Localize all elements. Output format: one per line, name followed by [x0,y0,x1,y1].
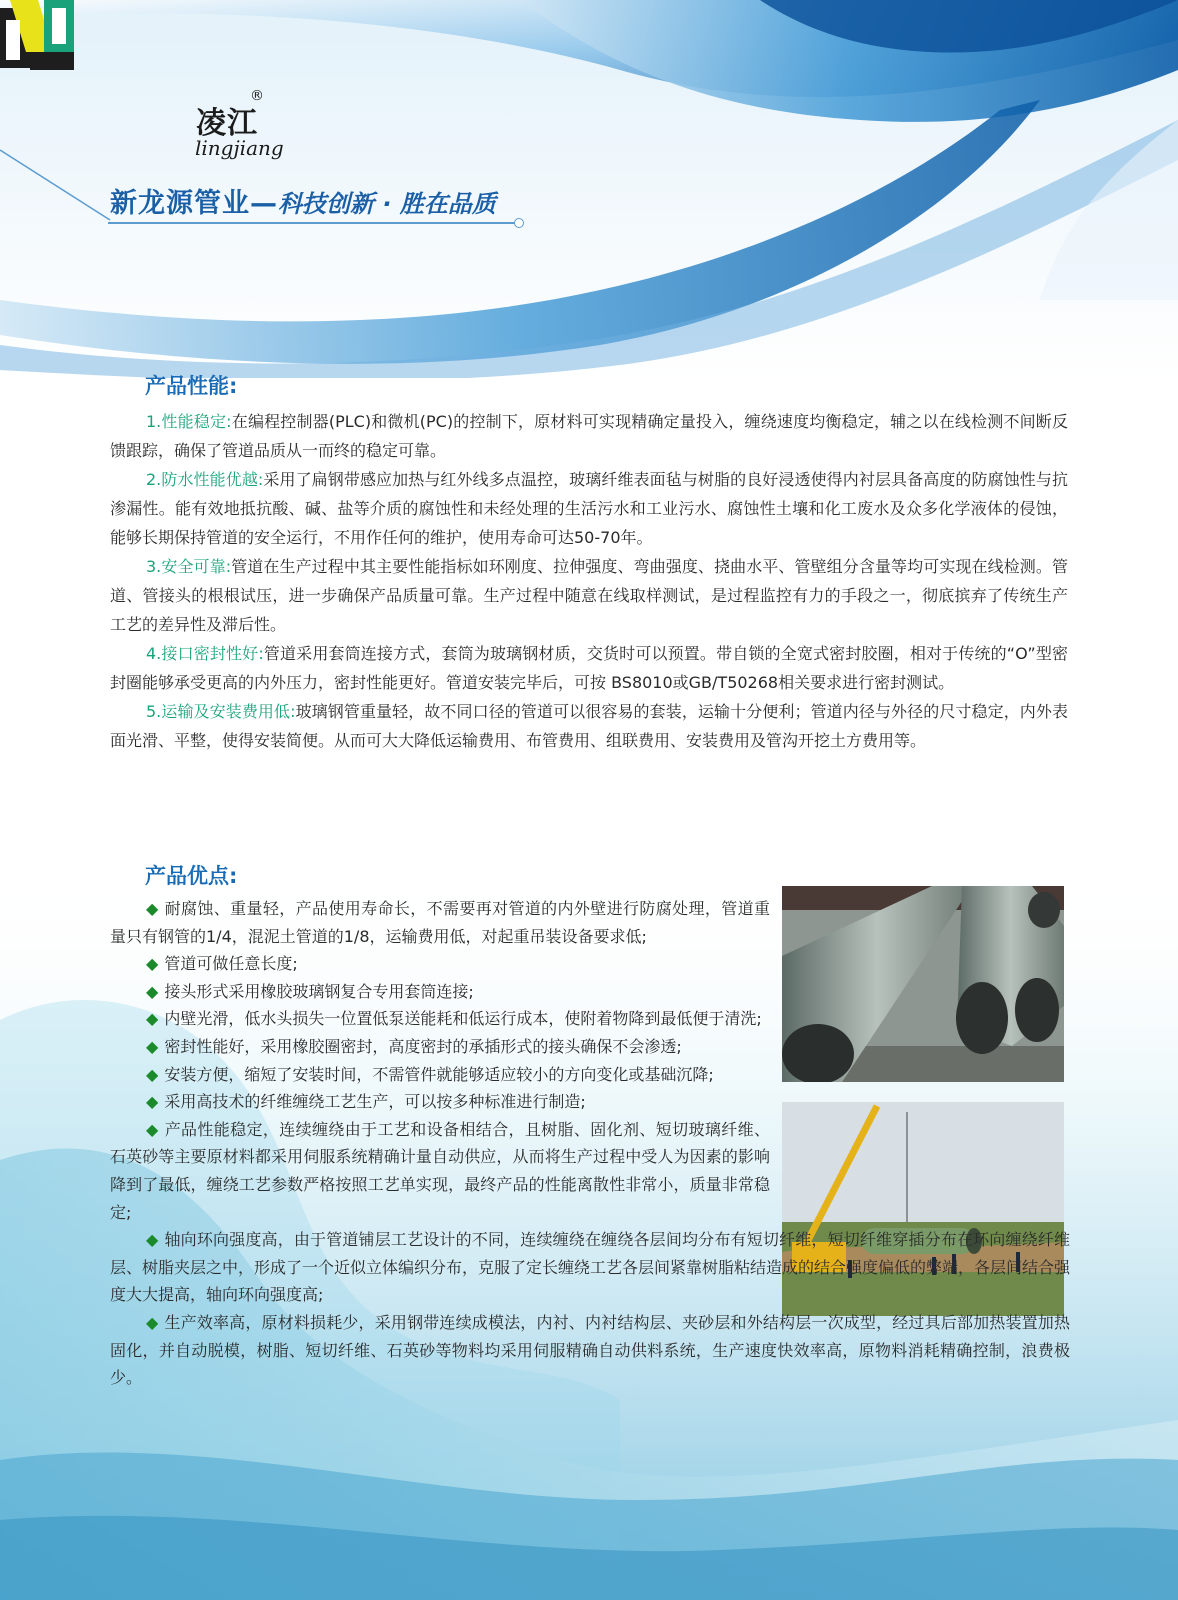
performance-list [110,407,1068,755]
advantage-item-text: 采用高技术的纤维缠绕工艺生产，可以按多种标准进行制造; [164,1092,586,1112]
advantage-item [110,1033,770,1061]
logo-icon [0,0,74,70]
slogan-underline-dot [514,218,524,228]
bullet-diamond-icon: ◆ [146,1064,159,1084]
performance-item-lead: 4.接口密封性好: [146,644,264,663]
performance-item [110,697,1068,755]
advantage-item [110,1116,770,1226]
advantages-title: 产品优点: [145,864,238,888]
performance-item-text: 管道采用套筒连接方式，套筒为玻璃钢材质，交货时可以预置。带自锁的全宽式密封胶圈，相对于传统的“O”型密封圈能够承受更高的内外压力，密封性能更好。管道安装完毕后，可按 BS8010或GB/T50268相关要求进行密封测试。 [110,644,1068,692]
performance-item-lead: 3.安全可靠: [146,557,232,576]
performance-item-text: 玻璃钢管重量轻，故不同口径的管道可以很容易的套装，运输十分便利；管道内径与外径的尺寸稳定，内外表面光滑、平整，使得安装简便。从而可大大降低运输费用、布管费用、组联费用、安装费用及管沟开挖土方费用等。 [110,702,1068,750]
bullet-diamond-icon: ◆ [146,899,159,918]
performance-item-lead: 5.运输及安装费用低: [146,702,296,721]
slogan-underline [108,222,520,224]
performance-title: 产品性能: [145,374,238,398]
advantage-item [110,895,770,950]
bullet-diamond-icon: ◆ [146,1009,159,1029]
bullet-diamond-icon: ◆ [146,1312,159,1332]
registered-mark: ® [250,88,264,104]
slogan [110,181,496,220]
performance-item-text: 管道在生产过程中其主要性能指标如环刚度、拉伸强度、弯曲强度、挠曲水平、管壁组分含量等均可实现在线检测。管道、管接头的根根试压，进一步确保产品质量可靠。生产过程中随意在线取样测试，是过程监控有力的手段之一，彻底摈弃了传统生产工艺的差异性及滞后性。 [110,557,1068,634]
advantage-item-text: 轴向环向强度高，由于管道铺层工艺设计的不同，连续缠绕在缠绕各层间均分布有短切纤维，短切纤维穿插分布在环向缠绕纤维层、树脂夹层之中，形成了一个近似立体编织分布，克服了定长缠绕工艺各层间紧靠树脂粘结造成的结合强度偏低的弊端，各层间结合强度大大提高，轴向环向强度高; [110,1230,1071,1305]
bullet-diamond-icon: ◆ [146,1092,159,1112]
advantage-item [110,1005,770,1033]
advantage-item [110,978,770,1006]
header-banner [0,0,1178,378]
advantage-item-text: 生产效率高，原材料损耗少，采用钢带连续成模法，内衬、内衬结构层、夹砂层和外结构层一次成型，经过具后部加热装置加热固化，并自动脱模，树脂、短切纤维、石英砂等物料均采用伺服精确自动供料系统，生产速度快效率高，原物料消耗精确控制，浪费极少。 [110,1312,1070,1388]
advantage-item [110,1309,1070,1392]
performance-item [110,639,1068,697]
advantage-item [110,950,770,978]
performance-item [110,465,1068,552]
slogan-main: 新龙源管业 [110,188,250,219]
bullet-diamond-icon: ◆ [146,981,159,1001]
brand-name-en: lingjiang [195,136,284,160]
advantage-item-text: 管道可做任意长度; [164,954,298,974]
bullet-diamond-icon: ◆ [146,1230,159,1250]
advantage-item-text: 接头形式采用橡胶玻璃钢复合专用套筒连接; [164,981,474,1001]
advantages-list [110,895,1070,1392]
advantage-item-text: 耐腐蚀、重量轻，产品使用寿命长，不需要再对管道的内外壁进行防腐处理，管道重量只有钢管的1/4，混泥土管道的1/8，运输费用低，对起重吊装设备要求低; [110,899,770,946]
advantage-item-text: 内壁光滑，低水头损失一位置低泵送能耗和低运行成本，使附着物降到最低便于清洗; [164,1009,762,1029]
advantage-item [110,1088,770,1116]
advantage-item-text: 安装方便，缩短了安装时间，不需管件就能够适应较小的方向变化或基础沉降; [164,1064,714,1084]
advantage-item-text: 产品性能稳定，连续缠绕由于工艺和设备相结合，且树脂、固化剂、短切玻璃纤维、石英砂等主要原材料都采用伺服系统精确计量自动供应，从而将生产过程中受人为因素的影响降到了最低，缠绕工艺参数严格按照工艺单实现，最终产品的性能离散性非常小，质量非常稳定; [110,1119,770,1222]
advantage-item [110,1226,1070,1309]
slogan-sub: 科技创新 · 胜在品质 [278,190,496,218]
performance-item-lead: 1.性能稳定: [146,412,232,431]
advantage-item [110,1061,770,1089]
bullet-diamond-icon: ◆ [146,1119,159,1139]
performance-item [110,552,1068,639]
performance-item-text: 在编程控制器(PLC)和微机(PC)的控制下，原材料可实现精确定量投入，缠绕速度均衡稳定，辅之以在线检测不间断反馈跟踪，确保了管道品质从一而终的稳定可靠。 [110,412,1068,460]
performance-item-text: 采用了扁钢带感应加热与红外线多点温控，玻璃纤维表面毡与树脂的良好浸透使得内衬层具备高度的防腐蚀性与抗渗漏性。能有效地抵抗酸、碱、盐等介质的腐蚀性和未经处理的生活污水和工业污水、腐蚀性土壤和化工废水及众多化学液体的侵蚀，能够长期保持管道的安全运行，不用作任何的维护，使用寿命可达50-70年。 [110,470,1068,547]
performance-item-lead: 2.防水性能优越: [146,470,264,489]
slogan-dash: — [250,188,278,219]
brand-name-cn: 凌江 [196,106,258,141]
performance-item [110,407,1068,465]
bullet-diamond-icon: ◆ [146,954,159,974]
bullet-diamond-icon: ◆ [146,1036,159,1056]
advantage-item-text: 密封性能好，采用橡胶圈密封，高度密封的承插形式的接头确保不会渗透; [164,1036,682,1056]
